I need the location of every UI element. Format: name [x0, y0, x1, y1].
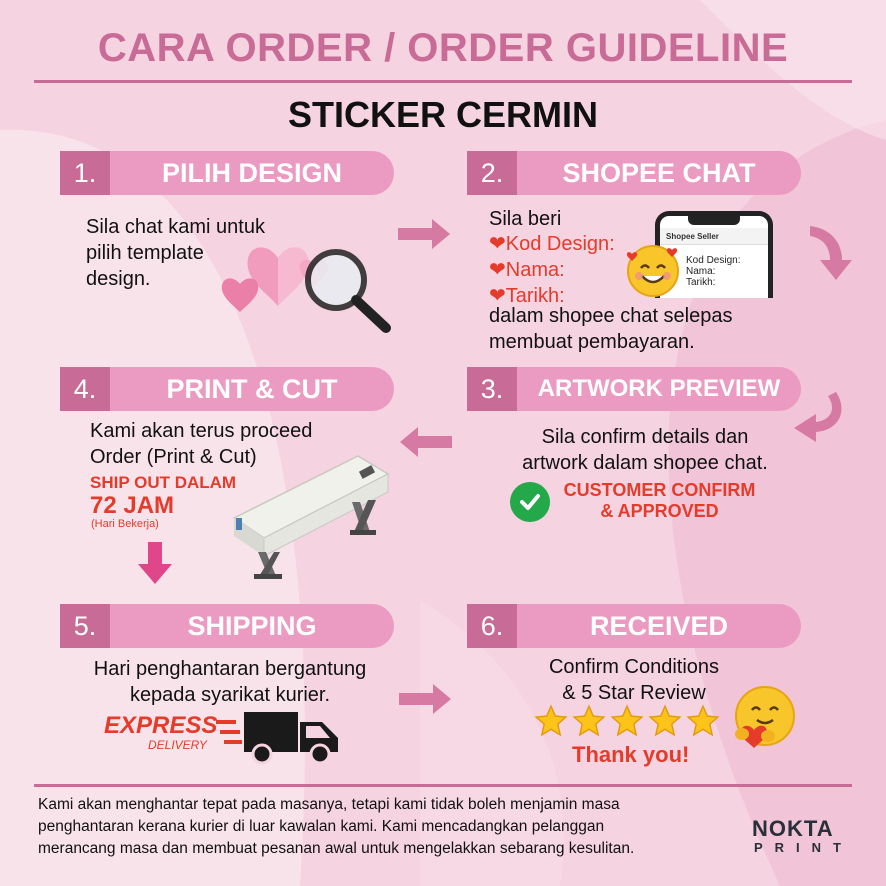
page-subtitle: STICKER CERMIN — [287, 94, 598, 135]
step-5-label: SHIPPING — [187, 610, 317, 641]
step-4-line: Order (Print & Cut) — [90, 446, 257, 468]
hearts-magnifier-icon — [218, 236, 396, 334]
step-3-header — [467, 367, 801, 411]
heart-icon: ❤ — [489, 285, 506, 307]
phone-chat-header: Shopee Seller — [660, 228, 768, 245]
disclaimer-text — [38, 794, 728, 860]
express-text: EXPRESS — [104, 712, 218, 739]
confirm-line: CUSTOMER CONFIRM — [563, 480, 756, 500]
check-icon — [510, 482, 550, 522]
star-icon — [686, 704, 720, 738]
step-5-line: kepada syarikat kurier. — [129, 684, 331, 706]
field-label: Tarikh: — [505, 285, 565, 307]
step-3-line: Sila confirm details dan — [541, 426, 749, 448]
express-delivery-logo — [104, 714, 224, 752]
thank-you-text: Thank you! — [572, 742, 690, 767]
star-icon — [648, 704, 682, 738]
field-label: Nama: — [505, 259, 565, 281]
step-3-label: ARTWORK PREVIEW — [537, 375, 781, 402]
step-5-text — [40, 656, 420, 708]
star-icon — [534, 704, 568, 738]
step-2-line: dalam shopee chat selepas — [489, 305, 733, 327]
printer-plotter-icon — [228, 452, 396, 582]
confirm-line: & APPROVED — [600, 501, 719, 521]
step-5-line: Hari penghantaran bergantung — [93, 658, 367, 680]
step-6-number: 6. — [467, 604, 517, 648]
step-5-header — [60, 604, 394, 648]
step-2-outro — [489, 303, 779, 355]
step-2-label: SHOPEE CHAT — [562, 157, 756, 188]
ship-out-note: (Hari Bekerja) — [91, 518, 159, 530]
brand-logo-bottom: PRINT — [754, 840, 853, 855]
step-1-line: pilih template — [86, 242, 204, 264]
delivery-text: DELIVERY — [148, 738, 207, 752]
step-4-line: Kami akan terus proceed — [90, 420, 313, 442]
field-item — [489, 231, 615, 257]
five-star-rating — [534, 704, 720, 738]
star-icon — [572, 704, 606, 738]
step-6-header — [467, 604, 801, 648]
step-2-intro: Sila beri — [489, 208, 562, 230]
step-2-field-list — [489, 231, 615, 309]
phone-chat-line: Nama: — [686, 266, 716, 277]
page-title: CARA ORDER / ORDER GUIDELINE — [97, 26, 789, 70]
step-5-number: 5. — [60, 604, 110, 648]
delivery-truck-icon — [214, 708, 344, 766]
step-1-line: Sila chat kami untuk — [86, 216, 265, 238]
arrow-down-icon — [138, 542, 172, 584]
step-1-line: design. — [86, 268, 151, 290]
brand-logo-top: NOKTA — [752, 816, 834, 841]
ship-out-time: 72 JAM — [90, 492, 175, 519]
star-icon — [610, 704, 644, 738]
phone-chat-line: Kod Design: — [686, 255, 741, 266]
step-1-header — [60, 151, 394, 195]
customer-confirm-text — [552, 480, 767, 522]
step-4-header — [60, 367, 394, 411]
arrow-right-icon — [399, 684, 451, 714]
step-4-number: 4. — [60, 367, 110, 411]
step-6-line: Confirm Conditions — [548, 656, 720, 678]
disclaimer-line: merancang masa dan membuat pesanan awal untuk mengelakkan sebarang kesulitan. — [38, 840, 635, 857]
step-6-label: RECEIVED — [589, 610, 729, 641]
step-6-text — [520, 654, 748, 706]
disclaimer-line: Kami akan menghantar tepat pada masanya, tetapi kami tidak boleh menjamin masa — [38, 796, 620, 813]
footer-divider — [34, 784, 852, 787]
arrow-left-icon — [400, 427, 452, 457]
heart-icon: ❤ — [489, 233, 506, 255]
brand-logo — [752, 818, 852, 856]
arrow-right-icon — [398, 219, 450, 249]
title-divider — [34, 80, 852, 83]
step-4-label: PRINT & CUT — [166, 373, 338, 404]
step-2-line: membuat pembayaran. — [489, 331, 695, 353]
disclaimer-line: penghantaran kerana kurier di luar kawalan kami. Kami mencadangkan pelanggan — [38, 818, 605, 835]
step-6-line: & 5 Star Review — [562, 682, 706, 704]
heart-icon: ❤ — [489, 259, 506, 281]
step-1-number: 1. — [60, 151, 110, 195]
hugging-heart-emoji-icon — [730, 684, 800, 750]
phone-chat-line: Tarikh: — [686, 277, 716, 288]
step-3-line: artwork dalam shopee chat. — [522, 452, 768, 474]
curved-arrow-down-icon — [808, 220, 858, 282]
step-3-text — [480, 424, 810, 476]
field-label: Kod Design: — [505, 233, 615, 255]
field-item — [489, 257, 615, 283]
step-2-header — [467, 151, 801, 195]
step-1-label: PILIH DESIGN — [161, 157, 343, 188]
smiling-hearts-emoji-icon — [626, 244, 680, 298]
step-3-number: 3. — [467, 367, 517, 411]
phone-notch — [688, 216, 740, 225]
step-2-number: 2. — [467, 151, 517, 195]
ship-out-label: SHIP OUT DALAM — [90, 473, 237, 492]
